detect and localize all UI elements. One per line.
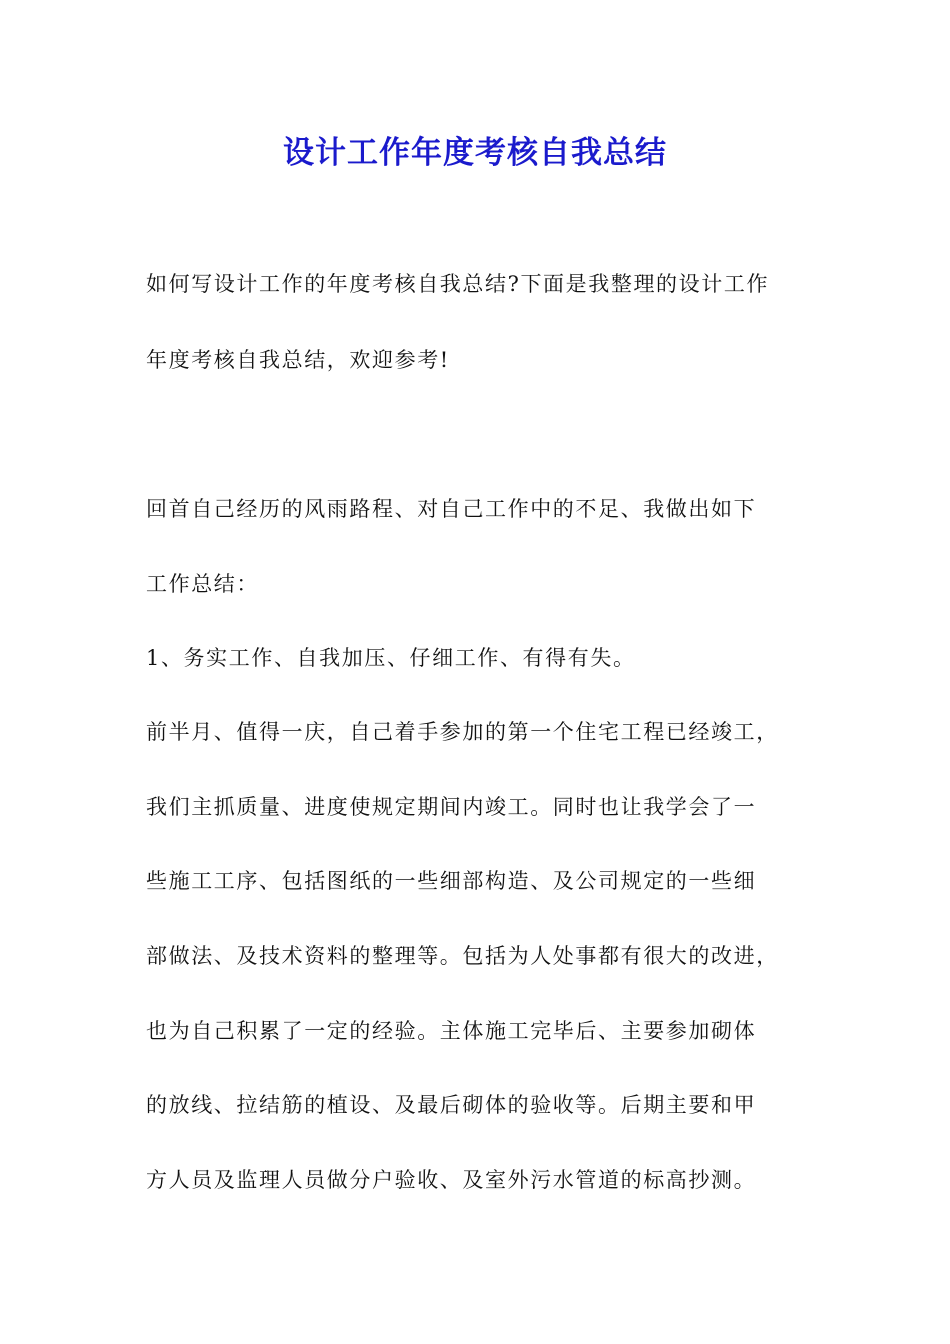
body-line-10: 也为自己积累了一定的经验。主体施工完毕后、主要参加砌体 (146, 1019, 757, 1043)
body-line-8: 些施工工序、包括图纸的一些细部构造、及公司规定的一些细 (146, 869, 757, 893)
body-line-7: 我们主抓质量、进度使规定期间内竣工。同时也让我学会了一 (146, 795, 757, 819)
body-line-12: 方人员及监理人员做分户验收、及室外污水管道的标高抄测。 (146, 1168, 757, 1192)
body-line-9: 部做法、及技术资料的整理等。包括为人处事都有很大的改进， (146, 944, 779, 968)
document-title: 设计工作年度考核自我总结 (283, 135, 667, 171)
body-line-5: 1、务实工作、自我加压、仔细工作、有得有失。 (146, 646, 636, 670)
body-line-6: 前半月、值得一庆，自己着手参加的第一个住宅工程已经竣工， (146, 720, 779, 744)
body-line-1: 如何写设计工作的年度考核自我总结?下面是我整理的设计工作 (146, 272, 770, 296)
body-line-3: 回首自己经历的风雨路程、对自己工作中的不足、我做出如下 (146, 497, 757, 521)
body-line-2: 年度考核自我总结，欢迎参考! (146, 348, 450, 372)
body-line-11: 的放线、拉结筋的植设、及最后砌体的验收等。后期主要和甲 (146, 1093, 757, 1117)
body-line-4: 工作总结： (146, 572, 259, 596)
